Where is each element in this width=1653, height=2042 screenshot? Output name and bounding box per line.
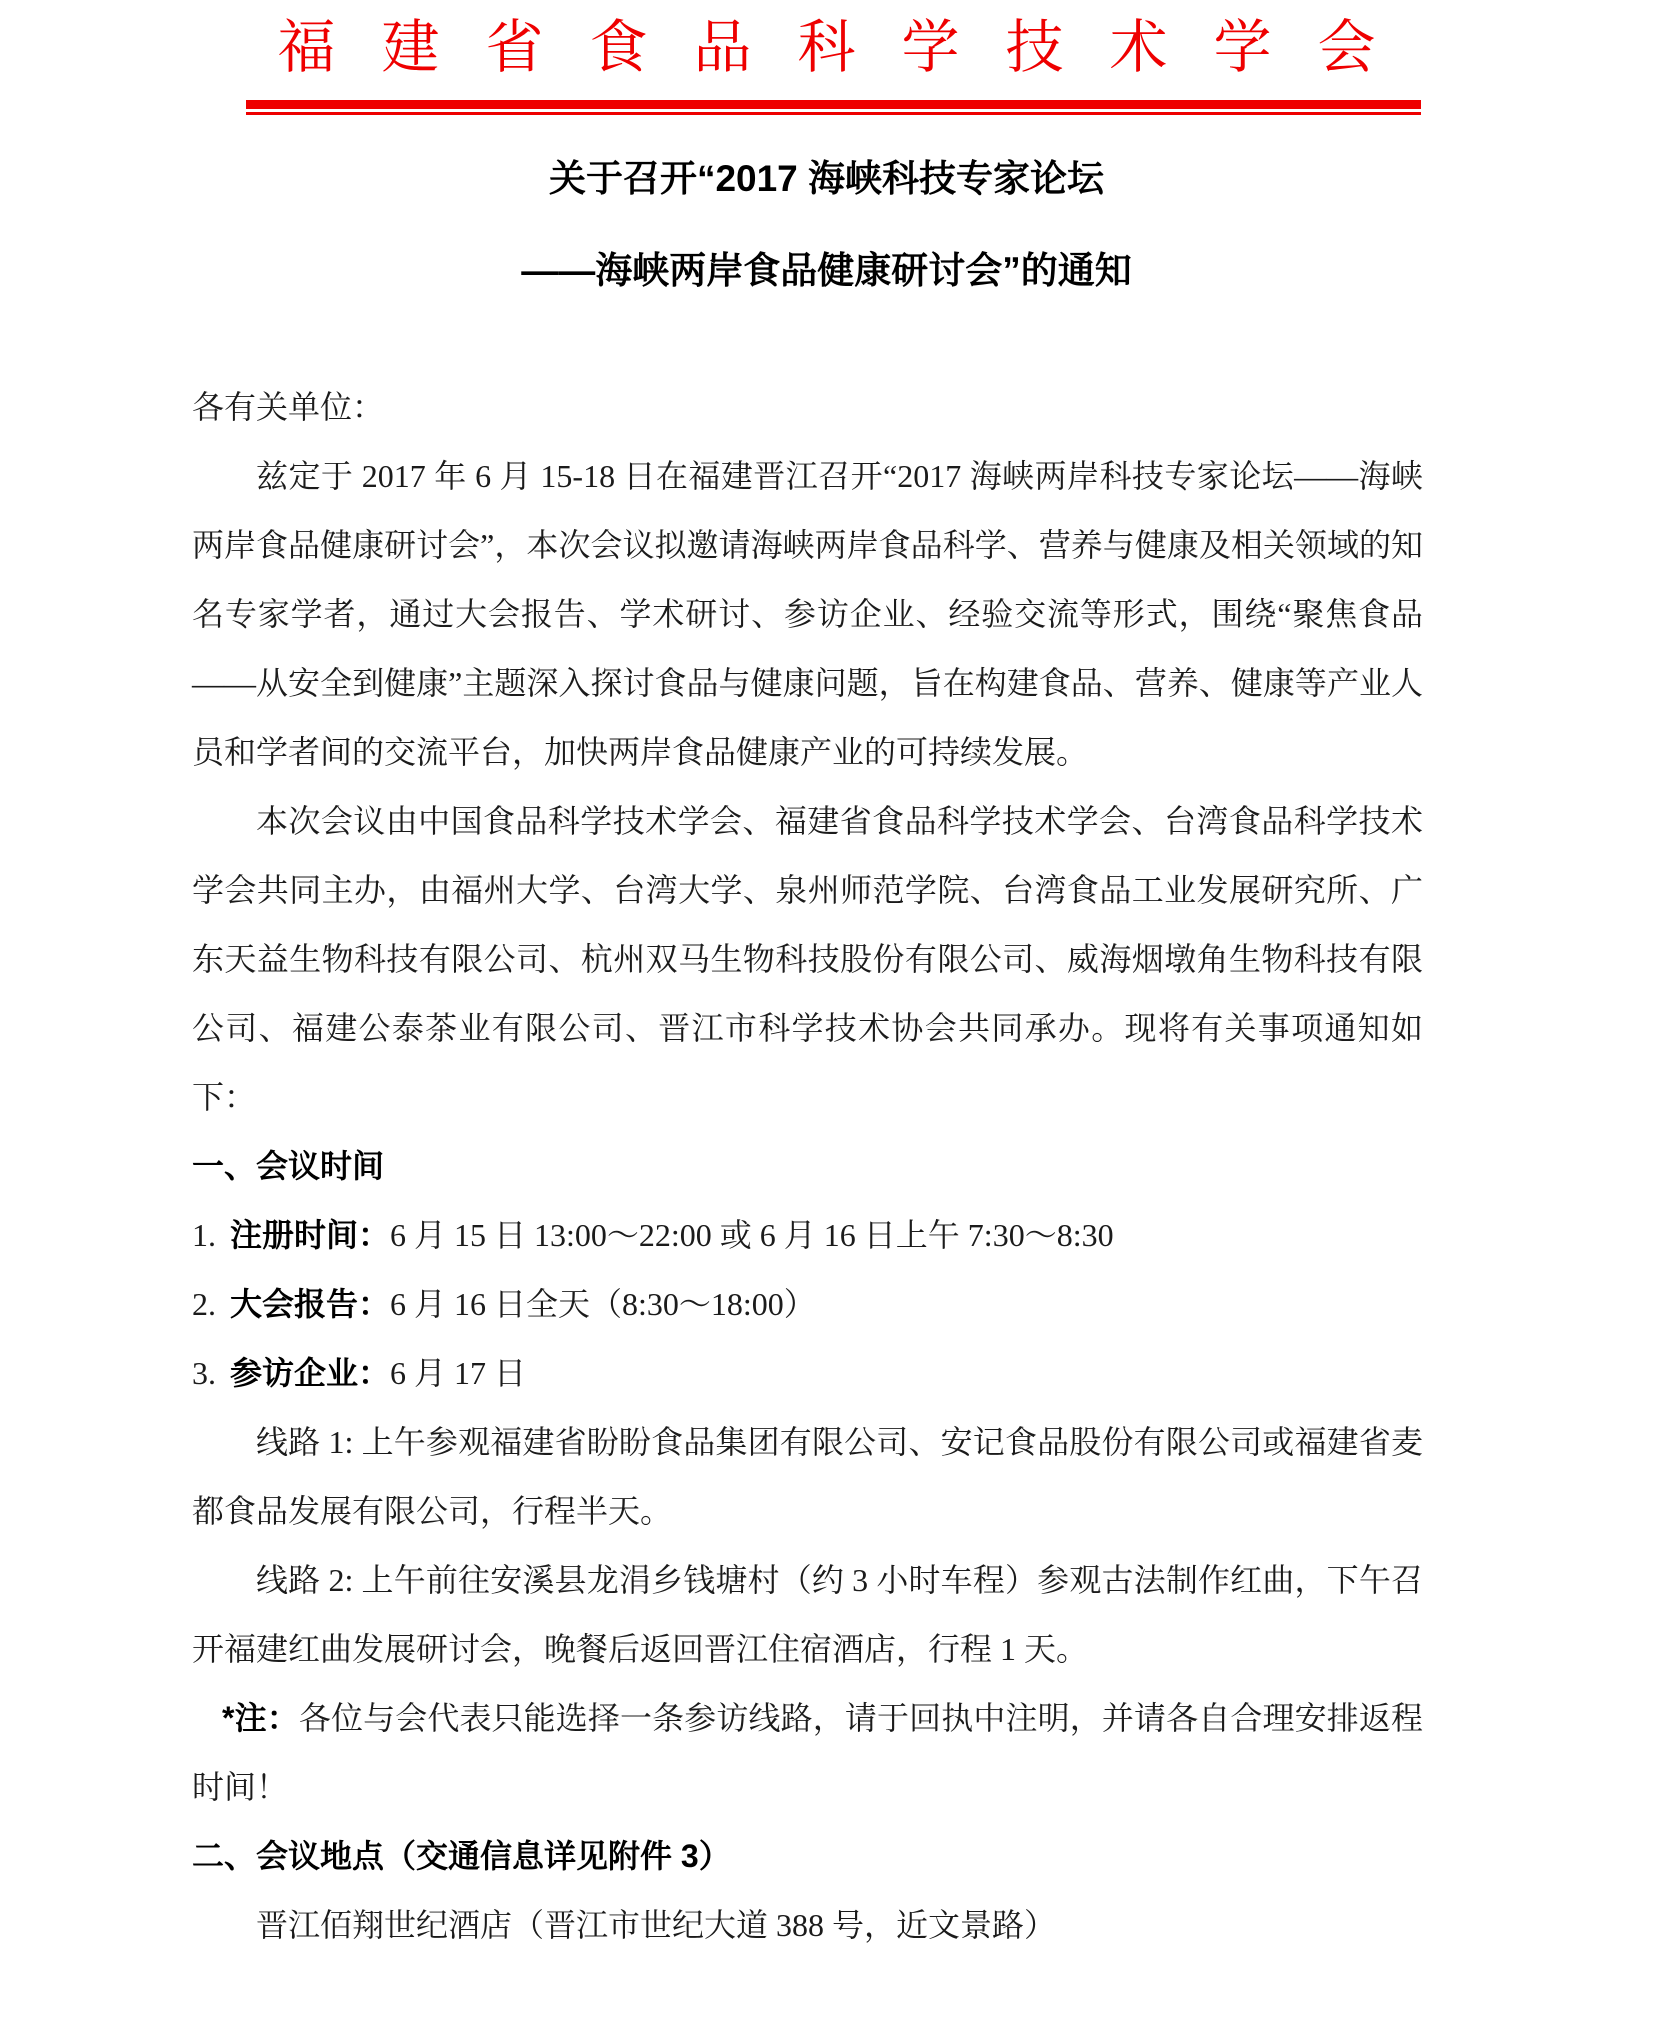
paragraph-organizers: 本次会议由中国食品科学技术学会、福建省食品科学技术学会、台湾食品科学技术学会共同主办，由福州大学、台湾大学、泉州师范学院、台湾食品工业发展研究所、广东天益生物科技有限公司、杭州双马生物科技股份有限公司、威海烟墩角生物科技有限公司、福建公泰茶业有限公司、晋江市科学技术协会共同承办。现将有关事项通知如下：	[192, 803, 1423, 1115]
note	[192, 1684, 1423, 1822]
section-venue-heading	[192, 1822, 1423, 1891]
document-title-line2: ——海峡两岸食品健康研讨会”的通知	[521, 250, 1132, 291]
header-divider-rule	[246, 100, 1421, 115]
route-2: 线路 2: 上午前往安溪县龙涓乡钱塘村（约 3 小时车程）参观古法制作红曲，下午召开福建红曲发展研讨会，晚餐后返回晋江住宿酒店，行程 1 天。	[192, 1562, 1423, 1667]
time-item-1-text: 6 月 15 日 13:00～22:00 或 6 月 16 日上午 7:30～8:30	[390, 1217, 1114, 1253]
time-item-1-number: 1.	[192, 1217, 216, 1253]
organization-title: 福建省食品科学技术学会	[277, 15, 1422, 80]
section-time-heading	[192, 1132, 1423, 1201]
time-item-visit	[192, 1339, 1423, 1408]
time-item-3-text: 6 月 17 日	[390, 1355, 527, 1391]
time-item-3-number: 3.	[192, 1355, 216, 1391]
section-time-heading-text: 一、会议时间	[192, 1148, 385, 1184]
salutation: 各有关单位：	[192, 389, 385, 425]
time-item-3-label: 参访企业：	[230, 1355, 391, 1391]
document-title-line1: 关于召开“2017 海峡科技专家论坛	[548, 158, 1105, 199]
venue-line: 晋江佰翔世纪酒店（晋江市世纪大道 388 号，近文景路）	[256, 1907, 1057, 1943]
document-body	[192, 373, 1423, 1960]
time-item-2-text: 6 月 16 日全天（8:30～18:00）	[390, 1286, 816, 1322]
time-item-2-label: 大会报告：	[230, 1286, 391, 1322]
route-1: 线路 1: 上午参观福建省盼盼食品集团有限公司、安记食品股份有限公司或福建省麦都食品发展有限公司，行程半天。	[192, 1424, 1423, 1529]
time-item-1-label: 注册时间：	[230, 1217, 391, 1253]
note-label: *注：	[222, 1700, 299, 1736]
time-item-report	[192, 1270, 1423, 1339]
note-text: 各位与会代表只能选择一条参访线路，请于回执中注明，并请各自合理安排返程时间！	[192, 1700, 1423, 1805]
document-title	[0, 133, 1653, 317]
time-item-2-number: 2.	[192, 1286, 216, 1322]
section-venue-heading-text: 二、会议地点（交通信息详见附件 3）	[192, 1838, 731, 1874]
paragraph-intro: 兹定于 2017 年 6 月 15-18 日在福建晋江召开“2017 海峡两岸科技专家论坛——海峡两岸食品健康研讨会”，本次会议拟邀请海峡两岸食品科学、营养与健康及相关领域的知名专家学者，通过大会报告、学术研讨、参访企业、经验交流等形式，围绕“聚焦食品——从安全到健康”主题深入探讨食品与健康问题，旨在构建食品、营养、健康等产业人员和学者间的交流平台，加快两岸食品健康产业的可持续发展。	[192, 458, 1423, 770]
time-item-registration	[192, 1201, 1423, 1270]
